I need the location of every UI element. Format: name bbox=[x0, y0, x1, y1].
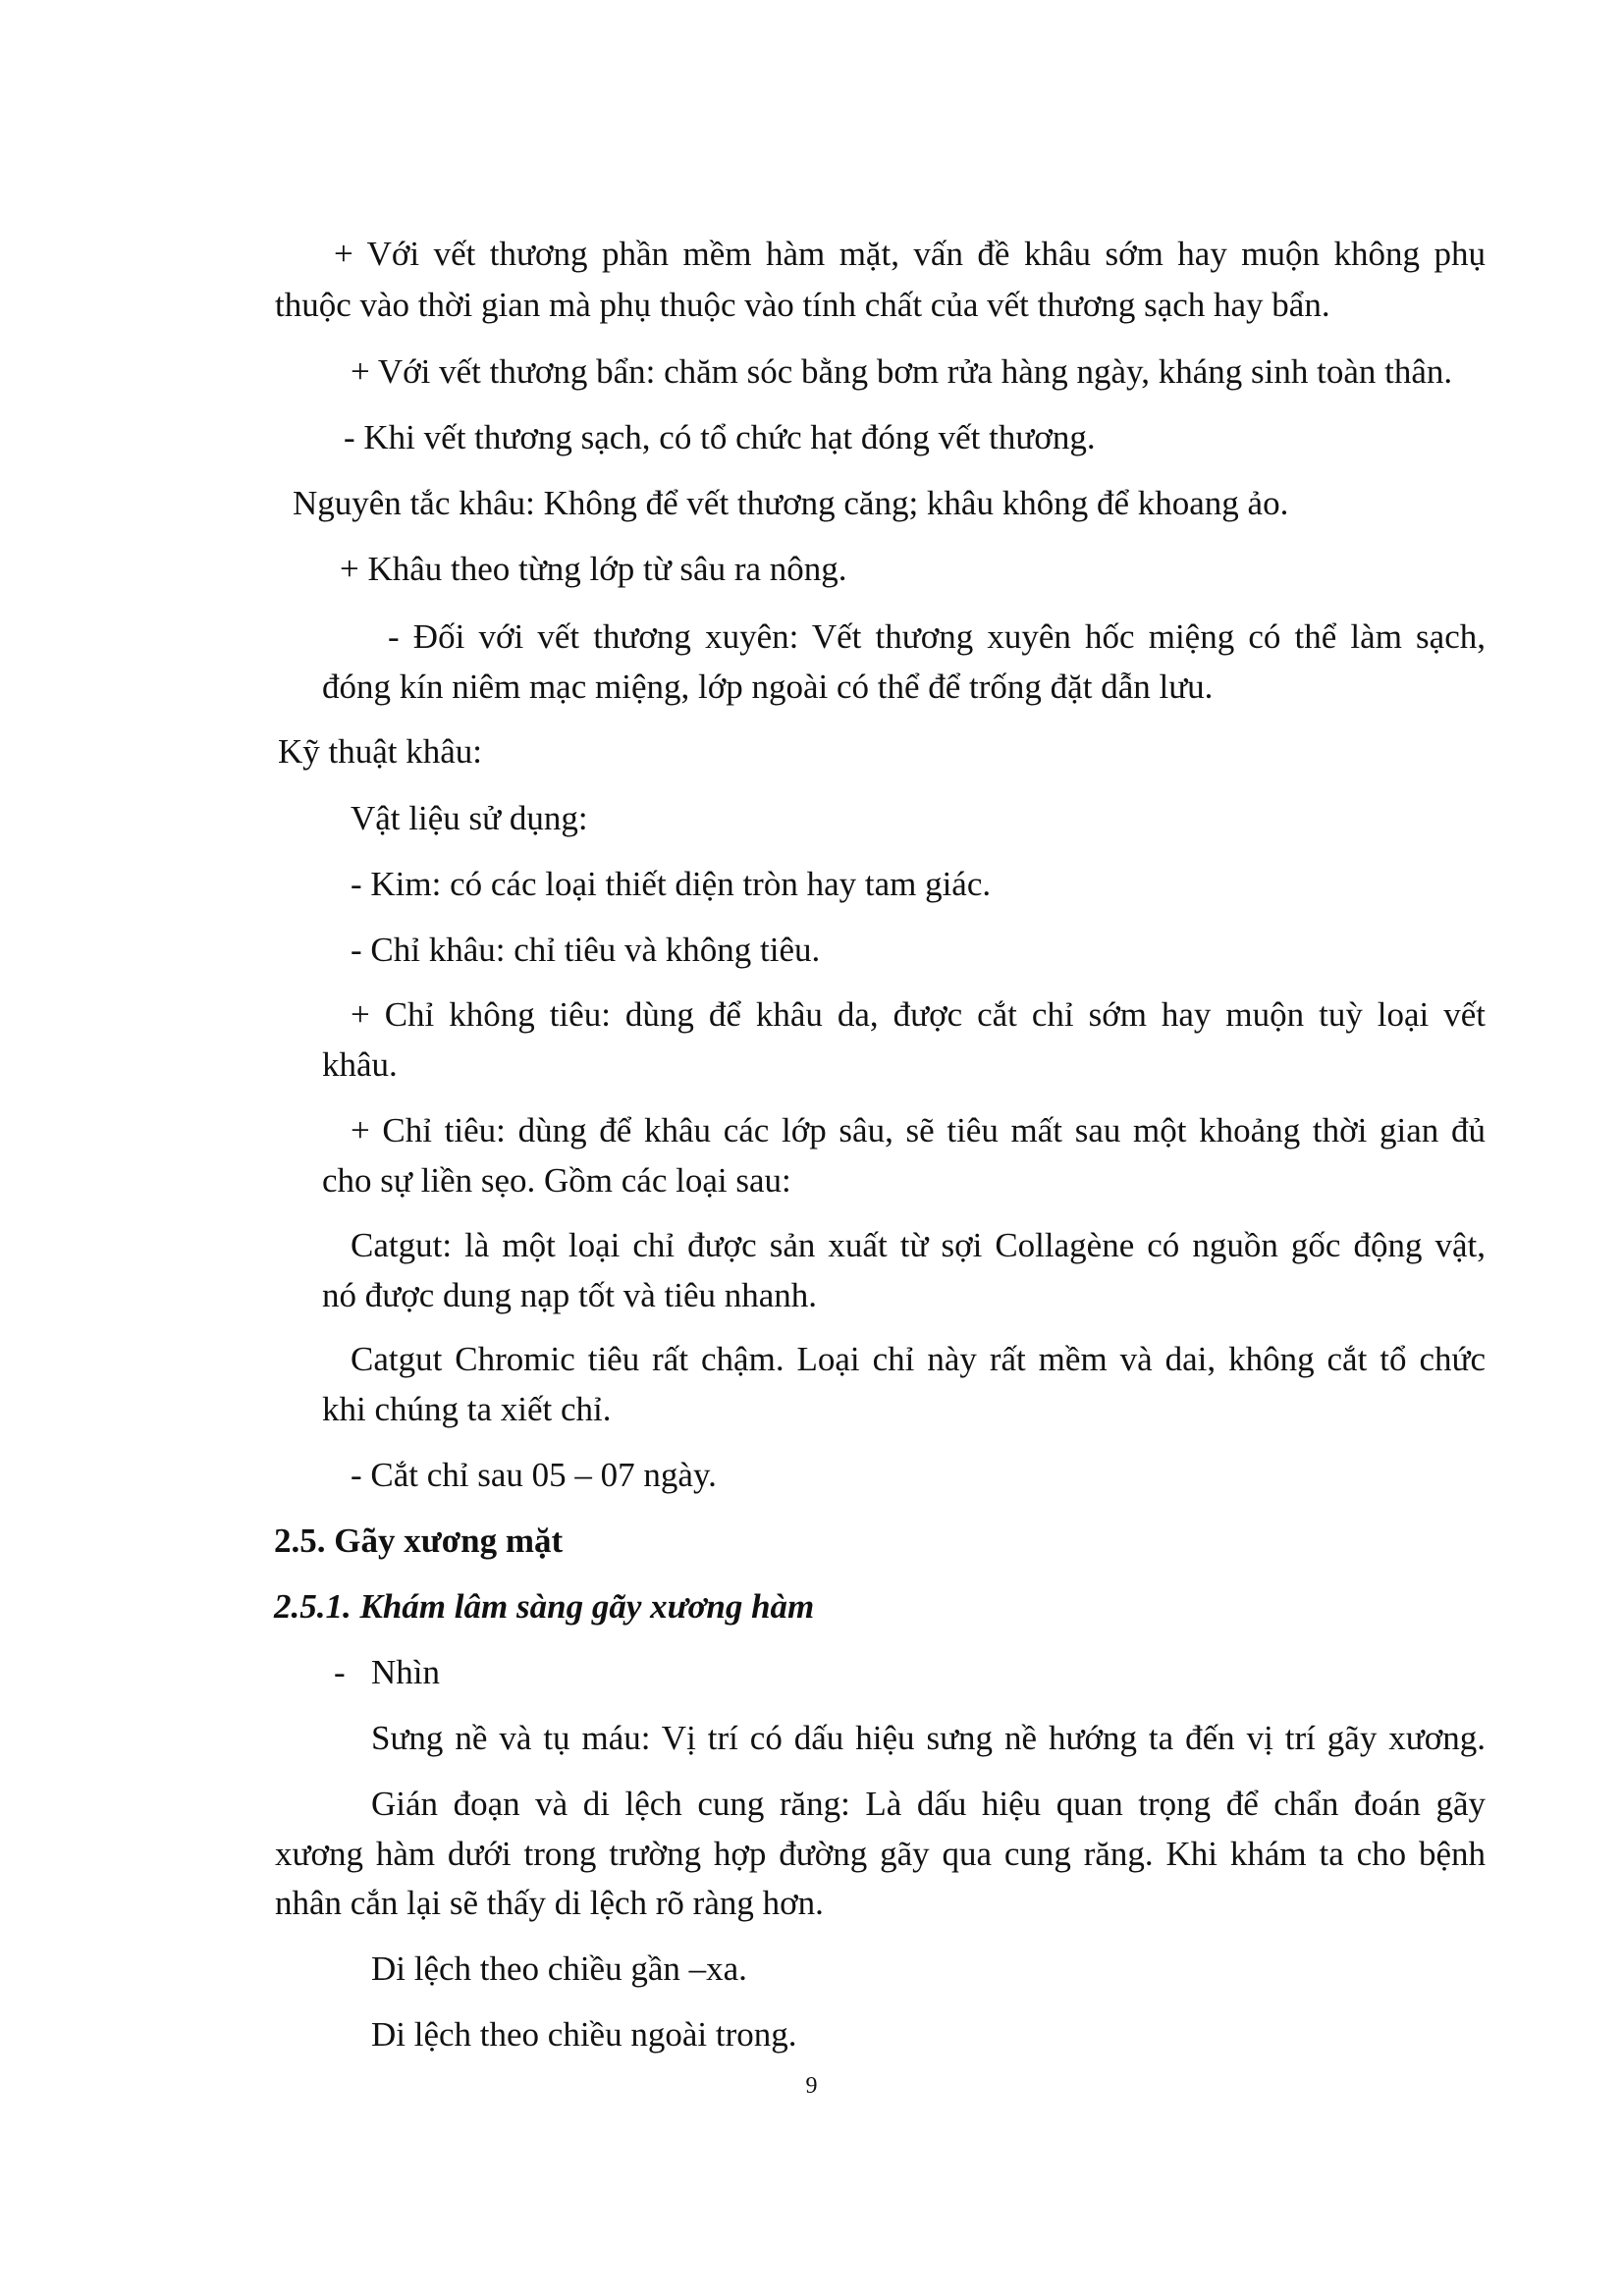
paragraph-line: Di lệch theo chiều ngoài trong. bbox=[371, 2015, 797, 2054]
page-number: 9 bbox=[805, 2073, 818, 2099]
list-bullet: - bbox=[334, 1653, 346, 1691]
paragraph-line: Nguyên tắc khâu: Không để vết thương căng; khâu không để khoang ảo. bbox=[293, 484, 1289, 522]
paragraph-line: Sưng nề và tụ máu: Vị trí có dấu hiệu sưng nề hướng ta đến vị trí gãy xương. bbox=[371, 1719, 1486, 1757]
paragraph-line: Catgut: là một loại chỉ được sản xuất từ sợi Collagène có nguồn gốc động vật, bbox=[351, 1226, 1486, 1264]
paragraph-line: xương hàm dưới trong trường hợp đường gãy qua cung răng. Khi khám ta cho bệnh bbox=[275, 1835, 1486, 1873]
paragraph-line: + Với vết thương phần mềm hàm mặt, vấn đề khâu sớm hay muộn không phụ bbox=[334, 235, 1486, 273]
paragraph-line: - Đối với vết thương xuyên: Vết thương xuyên hốc miệng có thể làm sạch, bbox=[388, 617, 1486, 656]
paragraph-line: khi chúng ta xiết chỉ. bbox=[322, 1390, 612, 1428]
paragraph-line: + Chỉ tiêu: dùng để khâu các lớp sâu, sẽ tiêu mất sau một khoảng thời gian đủ bbox=[351, 1111, 1486, 1149]
paragraph-line: - Chỉ khâu: chỉ tiêu và không tiêu. bbox=[351, 931, 821, 969]
paragraph-line: Catgut Chromic tiêu rất chậm. Loại chỉ này rất mềm và dai, không cắt tổ chức bbox=[351, 1340, 1486, 1378]
paragraph-line: - Kim: có các loại thiết diện tròn hay tam giác. bbox=[351, 865, 992, 903]
paragraph-line: Di lệch theo chiều gần –xa. bbox=[371, 1949, 747, 1988]
paragraph-line: khâu. bbox=[322, 1045, 398, 1084]
paragraph-line: nó được dung nạp tốt và tiêu nhanh. bbox=[322, 1276, 818, 1314]
paragraph-line: - Khi vết thương sạch, có tổ chức hạt đóng vết thương. bbox=[344, 418, 1096, 456]
section-label: Kỹ thuật khâu: bbox=[278, 732, 483, 771]
subsection-heading: 2.5.1. Khám lâm sàng gãy xương hàm bbox=[274, 1587, 815, 1626]
section-heading: 2.5. Gãy xương mặt bbox=[274, 1522, 564, 1560]
paragraph-line: - Cắt chỉ sau 05 – 07 ngày. bbox=[351, 1456, 717, 1494]
paragraph-line: cho sự liền sẹo. Gồm các loại sau: bbox=[322, 1161, 791, 1200]
paragraph-line: + Khâu theo từng lớp từ sâu ra nông. bbox=[340, 550, 847, 588]
paragraph-line: + Chỉ không tiêu: dùng để khâu da, được cắt chỉ sớm hay muộn tuỳ loại vết bbox=[351, 995, 1486, 1034]
paragraph-line: Vật liệu sử dụng: bbox=[351, 799, 588, 837]
paragraph-line: + Với vết thương bẩn: chăm sóc bằng bơm rửa hàng ngày, kháng sinh toàn thân. bbox=[351, 352, 1453, 391]
paragraph-line: thuộc vào thời gian mà phụ thuộc vào tính chất của vết thương sạch hay bẩn. bbox=[275, 286, 1330, 324]
paragraph-line: nhân cắn lại sẽ thấy di lệch rõ ràng hơn. bbox=[275, 1884, 824, 1922]
paragraph-line: Gián đoạn và di lệch cung răng: Là dấu hiệu quan trọng để chẩn đoán gãy bbox=[371, 1785, 1486, 1823]
paragraph-line: Nhìn bbox=[371, 1653, 440, 1691]
paragraph-line: đóng kín niêm mạc miệng, lớp ngoài có thể để trống đặt dẫn lưu. bbox=[322, 667, 1214, 706]
